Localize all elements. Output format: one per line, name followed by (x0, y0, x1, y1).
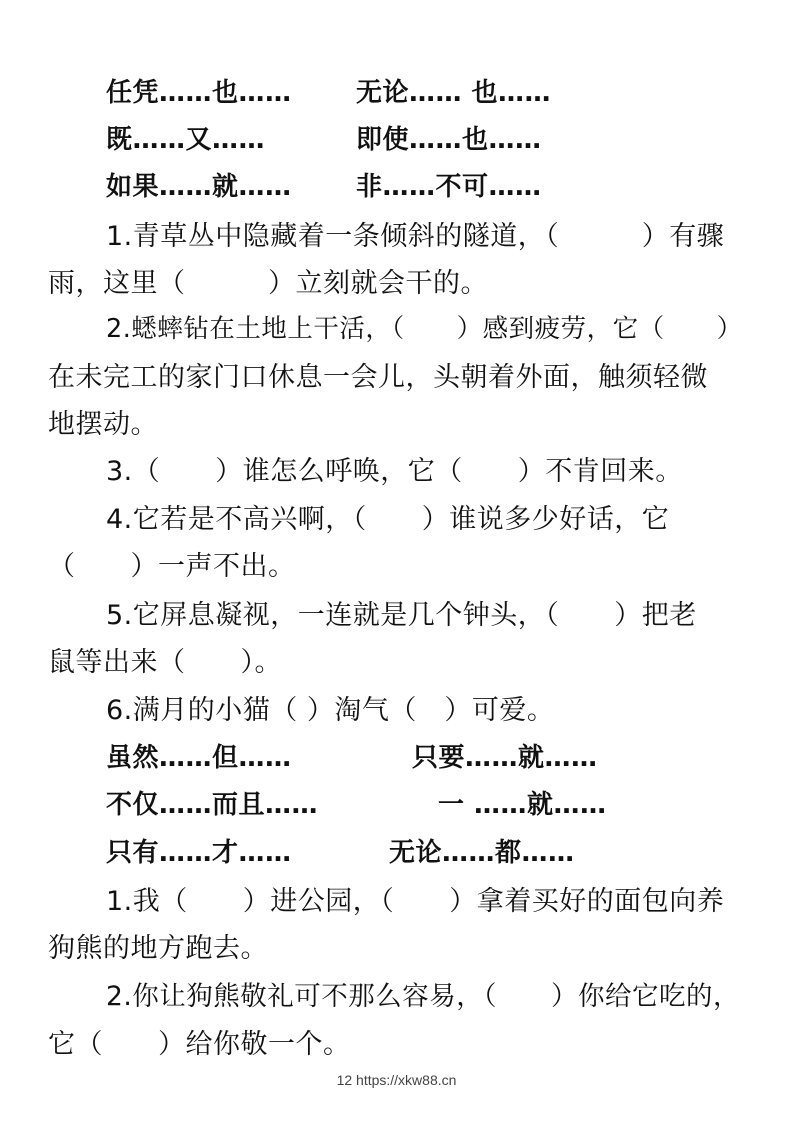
exercise-line: 狗熊的地方跑去。 (48, 933, 268, 964)
conjunction-pair-right: 即使……也…… (356, 125, 542, 155)
conjunction-pair-left: 任凭……也…… (106, 78, 292, 108)
exercise-line: 1.我（ ）进公园，（ ）拿着买好的面包向养 (106, 886, 725, 917)
conjunction-pair-right: 只要……就…… (412, 743, 598, 773)
conjunction-pair-right: 无论…… 也…… (356, 78, 552, 108)
conjunction-pair-right: 一 ……就…… (438, 790, 607, 820)
exercise-line: 6.满月的小猫（ ）淘气（ ）可爱。 (106, 695, 555, 726)
exercise-line: 在未完工的家门口休息一会儿，头朝着外面，触须轻微 (48, 362, 708, 393)
conjunction-pair-left: 虽然……但…… (106, 743, 292, 773)
exercise-line: 1.青草丛中隐藏着一条倾斜的隧道，（ ）有骤 (106, 221, 725, 252)
page-footer: 12 https://xkw88.cn (336, 1072, 457, 1088)
exercise-line: 雨，这里（ ）立刻就会干的。 (48, 268, 488, 299)
exercise-line: 3.（ ）谁怎么呼唤，它（ ）不肯回来。 (106, 456, 683, 487)
exercise-line: 地摆动。 (48, 409, 158, 440)
conjunction-pair-left: 既……又…… (106, 125, 266, 155)
conjunction-pair-left: 如果……就…… (106, 172, 292, 202)
exercise-line: 2.蟋蟀钻在土地上干活，（ ）感到疲劳，它（ ） (106, 314, 743, 344)
exercise-line: 2.你让狗熊敬礼可不那么容易，（ ）你给它吃的， (106, 981, 741, 1012)
exercise-line: （ ）一声不出。 (48, 551, 296, 582)
conjunction-pair-right: 无论……都…… (389, 838, 575, 868)
exercise-line: 鼠等出来（ ）。 (48, 647, 282, 678)
conjunction-pair-left: 只有……才…… (106, 838, 292, 868)
exercise-line: 5.它屏息凝视，一连就是几个钟头，（ ）把老 (106, 600, 697, 631)
conjunction-pair-left: 不仅……而且…… (106, 790, 319, 820)
exercise-line: 4.它若是不高兴啊，（ ）谁说多少好话，它 (106, 504, 670, 535)
exercise-line: 它（ ）给你敬一个。 (48, 1029, 351, 1060)
conjunction-pair-right: 非……不可…… (356, 172, 542, 202)
